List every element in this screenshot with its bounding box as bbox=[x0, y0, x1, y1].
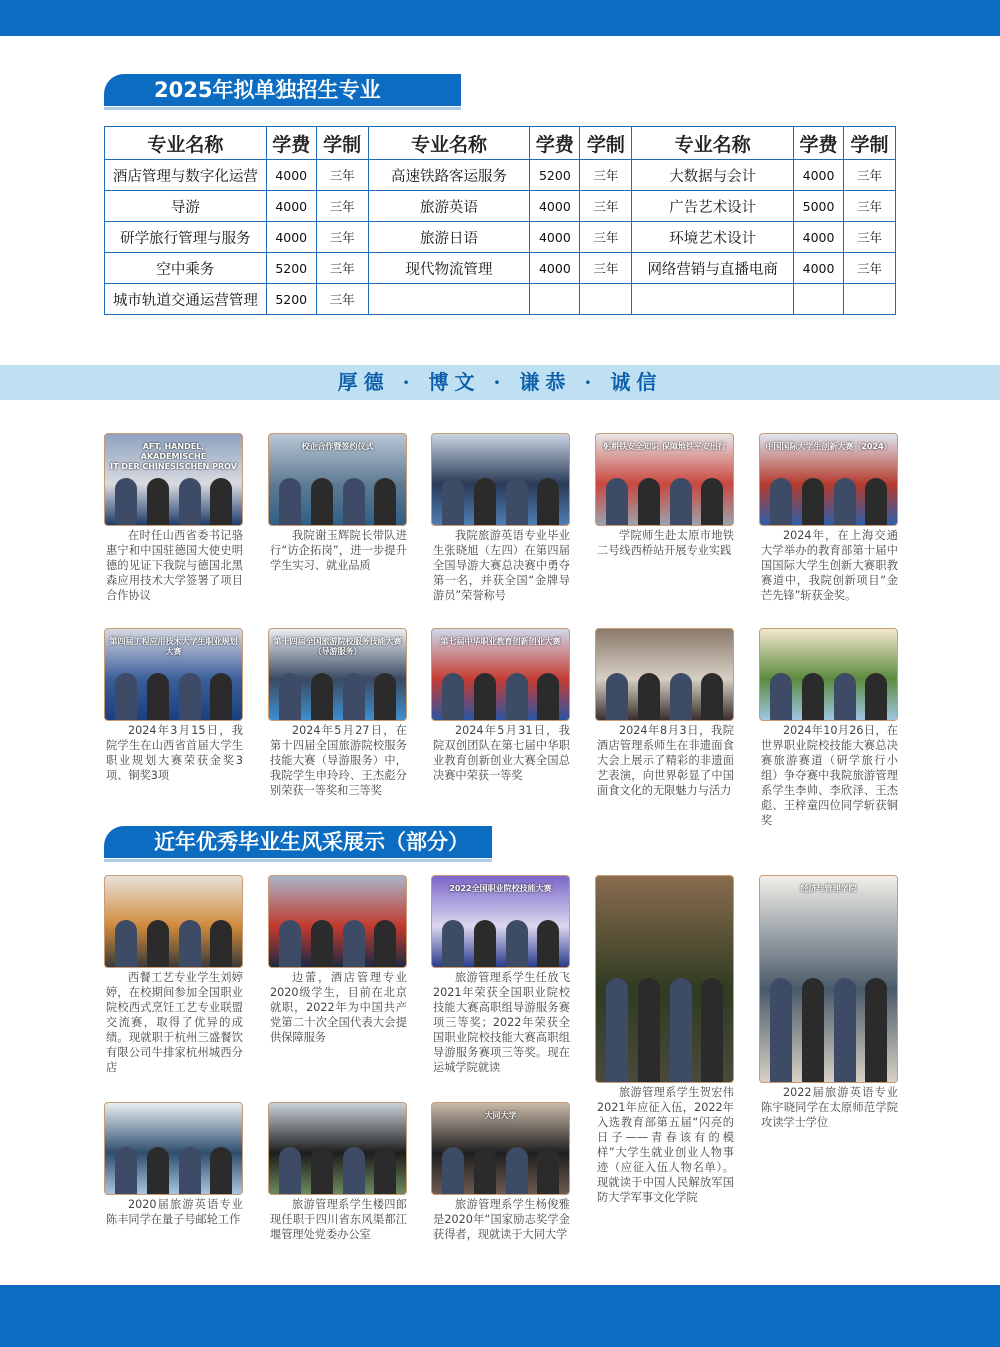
tuition-cell: 4000 bbox=[266, 191, 316, 222]
photo-banner-text: 第四届工程应用技术大学生职业规划大赛 bbox=[109, 637, 238, 656]
tuition-cell: 4000 bbox=[794, 222, 844, 253]
header-major-name: 专业名称 bbox=[105, 127, 267, 160]
major-name-cell: 研学旅行管理与服务 bbox=[105, 222, 267, 253]
photo-image bbox=[268, 875, 407, 968]
person-silhouette bbox=[343, 1147, 365, 1194]
person-silhouette bbox=[311, 1147, 333, 1194]
photo-caption: 2024年10月26日，在世界职业院校技能大赛总决赛旅游赛道（研学旅行小组）争夺赛中我院旅游管理系学生李帅、李欣泽、王杰彪、王梓童四位同学斩获铜奖 bbox=[761, 724, 898, 827]
person-silhouette bbox=[701, 478, 723, 525]
person-silhouette bbox=[802, 978, 824, 1082]
duration-cell: 三年 bbox=[316, 284, 368, 315]
person-silhouette bbox=[506, 1147, 528, 1194]
duration-cell: 三年 bbox=[580, 191, 632, 222]
photo-banner-text: 大同大学 bbox=[484, 1111, 517, 1120]
tuition-cell: 5200 bbox=[266, 253, 316, 284]
duration-cell: 三年 bbox=[580, 253, 632, 284]
photo-caption: 2022届旅游英语专业陈宇晓同学在太原师范学院攻读学士学位 bbox=[761, 1086, 898, 1129]
photo-caption: 2024年3月15日，我院学生在山西省首届大学生职业规划大赛荣获金奖3项、铜奖3项 bbox=[106, 724, 243, 782]
person-silhouette bbox=[343, 673, 365, 720]
header-duration: 学制 bbox=[580, 127, 632, 160]
person-silhouette bbox=[115, 1147, 137, 1194]
person-silhouette bbox=[537, 673, 559, 720]
tuition-cell bbox=[530, 284, 580, 315]
photo-caption: 西餐工艺专业学生刘婷婷，在校期间参加全国职业院校西式烹饪工艺专业联盟交流赛，取得了优异的成绩。现就职于杭州三盛餐饮有限公司牛排家杭州城西分店 bbox=[106, 971, 243, 1074]
photo-banner-text: 校企合作暨签约仪式 bbox=[301, 442, 374, 451]
major-name-cell: 城市轨道交通运营管理 bbox=[105, 284, 267, 315]
person-silhouette bbox=[802, 478, 824, 525]
bottom-banner-bar bbox=[0, 1285, 1000, 1347]
person-silhouette bbox=[210, 478, 232, 525]
major-name-cell: 旅游日语 bbox=[368, 222, 530, 253]
person-silhouette bbox=[374, 1147, 396, 1194]
graduates-section-title: 近年优秀毕业生风采展示（部分） bbox=[104, 826, 492, 858]
person-silhouette bbox=[474, 478, 496, 525]
person-silhouette bbox=[115, 673, 137, 720]
photo-caption: 2024年5月27日，在第十四届全国旅游院校服务技能大赛（导游服务）中，我院学生申玲玲、王杰彪分别荣获一等奖和三等奖 bbox=[270, 724, 407, 797]
photo-image bbox=[759, 433, 898, 526]
person-silhouette bbox=[537, 920, 559, 967]
person-silhouette bbox=[506, 673, 528, 720]
photo-image bbox=[595, 875, 734, 1083]
header-tuition: 学费 bbox=[530, 127, 580, 160]
duration-cell: 三年 bbox=[844, 222, 896, 253]
photo-image bbox=[268, 628, 407, 721]
photo-banner-text: AFT, HANDEL, AKADEMISCHE IT DER CHINESISCHEN PROV bbox=[110, 442, 237, 471]
photo-image bbox=[759, 875, 898, 1083]
person-silhouette bbox=[474, 673, 496, 720]
person-silhouette bbox=[115, 478, 137, 525]
duration-cell bbox=[580, 284, 632, 315]
majors-section-title: 2025年拟单独招生专业 bbox=[104, 74, 461, 106]
major-name-cell: 旅游英语 bbox=[368, 191, 530, 222]
duration-cell: 三年 bbox=[844, 160, 896, 191]
photo-caption: 我院谢玉辉院长带队进行“访企拓岗”，进一步提升学生实习、就业品质 bbox=[270, 529, 407, 572]
photo-caption: 2024年5月31日，我院双创团队在第七届中华职业教育创新创业大赛全国总决赛中荣获一等奖 bbox=[433, 724, 570, 782]
duration-cell: 三年 bbox=[580, 160, 632, 191]
person-silhouette bbox=[834, 978, 856, 1082]
tuition-cell: 5200 bbox=[530, 160, 580, 191]
person-silhouette bbox=[147, 478, 169, 525]
person-silhouette bbox=[279, 478, 301, 525]
table-row bbox=[105, 191, 896, 222]
person-silhouette bbox=[865, 978, 887, 1082]
person-silhouette bbox=[311, 673, 333, 720]
photo-caption: 2020届旅游英语专业陈丰同学在量子号邮轮工作 bbox=[106, 1198, 243, 1226]
person-silhouette bbox=[865, 478, 887, 525]
duration-cell: 三年 bbox=[316, 191, 368, 222]
header-tuition: 学费 bbox=[794, 127, 844, 160]
major-name-cell: 空中乘务 bbox=[105, 253, 267, 284]
header-duration: 学制 bbox=[844, 127, 896, 160]
photo-caption: 我院旅游英语专业毕业生张晓旭（左四）在第四届全国导游大赛总决赛中勇夺第一名，并获全国“金牌导游员”荣誉称号 bbox=[433, 529, 570, 602]
tuition-cell: 4000 bbox=[530, 191, 580, 222]
person-silhouette bbox=[374, 673, 396, 720]
photo-image bbox=[104, 628, 243, 721]
photo-caption: 旅游管理系学生杨俊雅是2020年“国家励志奖学金获得者，现就读于大同大学 bbox=[433, 1198, 570, 1241]
person-silhouette bbox=[474, 920, 496, 967]
person-silhouette bbox=[537, 1147, 559, 1194]
person-silhouette bbox=[638, 673, 660, 720]
person-silhouette bbox=[638, 478, 660, 525]
tuition-cell: 4000 bbox=[266, 222, 316, 253]
photo-banner-text: 2022全国职业院校技能大赛 bbox=[449, 884, 552, 893]
person-silhouette bbox=[865, 673, 887, 720]
person-silhouette bbox=[606, 478, 628, 525]
person-silhouette bbox=[147, 1147, 169, 1194]
person-silhouette bbox=[179, 478, 201, 525]
photo-caption: 旅游管理系学生任放飞2021年荣获全国职业院校技能大赛高职组导游服务赛项三等奖；2022年荣获全国职业院校技能大赛高职组导游服务赛项三等奖。现在运城学院就读 bbox=[433, 971, 570, 1074]
photo-caption: 边蕾，酒店管理专业2020级学生，目前在北京就职，2022年为中国共产党第二十次全国代表大会提供保障服务 bbox=[270, 971, 407, 1044]
duration-cell: 三年 bbox=[316, 222, 368, 253]
photo-banner-text: 第十四届全国旅游院校服务技能大赛（导游服务） bbox=[273, 637, 402, 656]
person-silhouette bbox=[179, 1147, 201, 1194]
person-silhouette bbox=[442, 1147, 464, 1194]
person-silhouette bbox=[147, 920, 169, 967]
duration-cell: 三年 bbox=[580, 222, 632, 253]
person-silhouette bbox=[442, 920, 464, 967]
photo-image bbox=[104, 875, 243, 968]
table-row bbox=[105, 284, 896, 315]
school-motto-banner: 厚德 · 博文 · 谦恭 · 诚信 bbox=[0, 365, 1000, 400]
person-silhouette bbox=[115, 920, 137, 967]
duration-cell: 三年 bbox=[316, 160, 368, 191]
person-silhouette bbox=[537, 478, 559, 525]
person-silhouette bbox=[442, 478, 464, 525]
photo-image bbox=[431, 433, 570, 526]
top-banner-bar bbox=[0, 0, 1000, 36]
person-silhouette bbox=[179, 673, 201, 720]
header-major-name: 专业名称 bbox=[632, 127, 794, 160]
photo-image bbox=[431, 875, 570, 968]
photo-caption: 2024年，在上海交通大学举办的教育部第十届中国国际大学生创新大赛职教赛道中，我院创新项目“金芒先锋”斩获金奖。 bbox=[761, 529, 898, 602]
person-silhouette bbox=[701, 673, 723, 720]
person-silhouette bbox=[210, 673, 232, 720]
person-silhouette bbox=[374, 478, 396, 525]
duration-cell: 三年 bbox=[316, 253, 368, 284]
person-silhouette bbox=[802, 673, 824, 720]
person-silhouette bbox=[210, 1147, 232, 1194]
tuition-cell: 4000 bbox=[530, 253, 580, 284]
person-silhouette bbox=[311, 920, 333, 967]
person-silhouette bbox=[210, 920, 232, 967]
tuition-cell: 5000 bbox=[794, 191, 844, 222]
duration-cell: 三年 bbox=[844, 191, 896, 222]
photo-image bbox=[431, 1102, 570, 1195]
photo-image bbox=[268, 1102, 407, 1195]
person-silhouette bbox=[834, 478, 856, 525]
person-silhouette bbox=[670, 978, 692, 1082]
person-silhouette bbox=[701, 978, 723, 1082]
photo-image bbox=[268, 433, 407, 526]
tuition-cell: 4000 bbox=[794, 253, 844, 284]
person-silhouette bbox=[506, 920, 528, 967]
photo-image bbox=[595, 628, 734, 721]
photo-image bbox=[104, 433, 243, 526]
person-silhouette bbox=[834, 673, 856, 720]
person-silhouette bbox=[279, 1147, 301, 1194]
photo-banner-text: 经济与管理学院 bbox=[800, 884, 857, 893]
person-silhouette bbox=[770, 673, 792, 720]
major-name-cell: 大数据与会计 bbox=[632, 160, 794, 191]
tuition-cell: 4000 bbox=[266, 160, 316, 191]
person-silhouette bbox=[147, 673, 169, 720]
photo-image bbox=[595, 433, 734, 526]
person-silhouette bbox=[279, 673, 301, 720]
person-silhouette bbox=[179, 920, 201, 967]
tuition-cell: 4000 bbox=[530, 222, 580, 253]
photo-banner-text: 中国国际大学生创新大赛（2024） bbox=[765, 442, 892, 451]
majors-table bbox=[104, 126, 896, 315]
header-duration: 学制 bbox=[316, 127, 368, 160]
major-name-cell: 导游 bbox=[105, 191, 267, 222]
photo-caption: 学院师生赴太原市地铁二号线西桥站开展专业实践 bbox=[597, 529, 734, 557]
major-name-cell bbox=[632, 284, 794, 315]
photo-image bbox=[759, 628, 898, 721]
photo-banner-text: 第七届中华职业教育创新创业大赛 bbox=[440, 637, 561, 646]
person-silhouette bbox=[474, 1147, 496, 1194]
photo-image bbox=[431, 628, 570, 721]
majors-header-row bbox=[105, 127, 896, 160]
person-silhouette bbox=[506, 478, 528, 525]
photo-caption: 在时任山西省委书记骆惠宁和中国驻德国大使史明德的见证下我院与德国北黑森应用技术大学签署了项目合作协议 bbox=[106, 529, 243, 602]
photo-caption: 2024年8月3日，我院酒店管理系师生在非遗面食大会上展示了精彩的非遗面艺表演，向世界彰显了中国面食文化的无限魅力与活力 bbox=[597, 724, 734, 797]
person-silhouette bbox=[670, 478, 692, 525]
tuition-cell: 5200 bbox=[266, 284, 316, 315]
duration-cell bbox=[844, 284, 896, 315]
person-silhouette bbox=[770, 478, 792, 525]
tuition-cell bbox=[794, 284, 844, 315]
person-silhouette bbox=[343, 920, 365, 967]
major-name-cell: 广告艺术设计 bbox=[632, 191, 794, 222]
major-name-cell: 酒店管理与数字化运营 bbox=[105, 160, 267, 191]
table-row bbox=[105, 253, 896, 284]
photo-caption: 旅游管理系学生楼四郎现任职于四川省东风渠都江堰管理处党委办公室 bbox=[270, 1198, 407, 1241]
person-silhouette bbox=[606, 673, 628, 720]
header-major-name: 专业名称 bbox=[368, 127, 530, 160]
person-silhouette bbox=[442, 673, 464, 720]
person-silhouette bbox=[638, 978, 660, 1082]
person-silhouette bbox=[770, 978, 792, 1082]
photo-banner-text: 躬耕铁安全知识 保障地铁平安出行 bbox=[603, 442, 726, 451]
person-silhouette bbox=[343, 478, 365, 525]
photo-image bbox=[104, 1102, 243, 1195]
duration-cell: 三年 bbox=[844, 253, 896, 284]
person-silhouette bbox=[311, 478, 333, 525]
major-name-cell: 现代物流管理 bbox=[368, 253, 530, 284]
person-silhouette bbox=[606, 978, 628, 1082]
table-row bbox=[105, 222, 896, 253]
person-silhouette bbox=[279, 920, 301, 967]
person-silhouette bbox=[374, 920, 396, 967]
header-tuition: 学费 bbox=[266, 127, 316, 160]
major-name-cell: 环境艺术设计 bbox=[632, 222, 794, 253]
tuition-cell: 4000 bbox=[794, 160, 844, 191]
photo-caption: 旅游管理系学生贺宏伟2021年应征入伍，2022年入选教育部第五届“闪亮的日子——青春该有的模样”大学生就业创业人物事迹（应征入伍人物名单）。现就读于中国人民解放军国防大学军事文化学院 bbox=[597, 1086, 734, 1204]
person-silhouette bbox=[670, 673, 692, 720]
table-row bbox=[105, 160, 896, 191]
major-name-cell bbox=[368, 284, 530, 315]
major-name-cell: 高速铁路客运服务 bbox=[368, 160, 530, 191]
major-name-cell: 网络营销与直播电商 bbox=[632, 253, 794, 284]
